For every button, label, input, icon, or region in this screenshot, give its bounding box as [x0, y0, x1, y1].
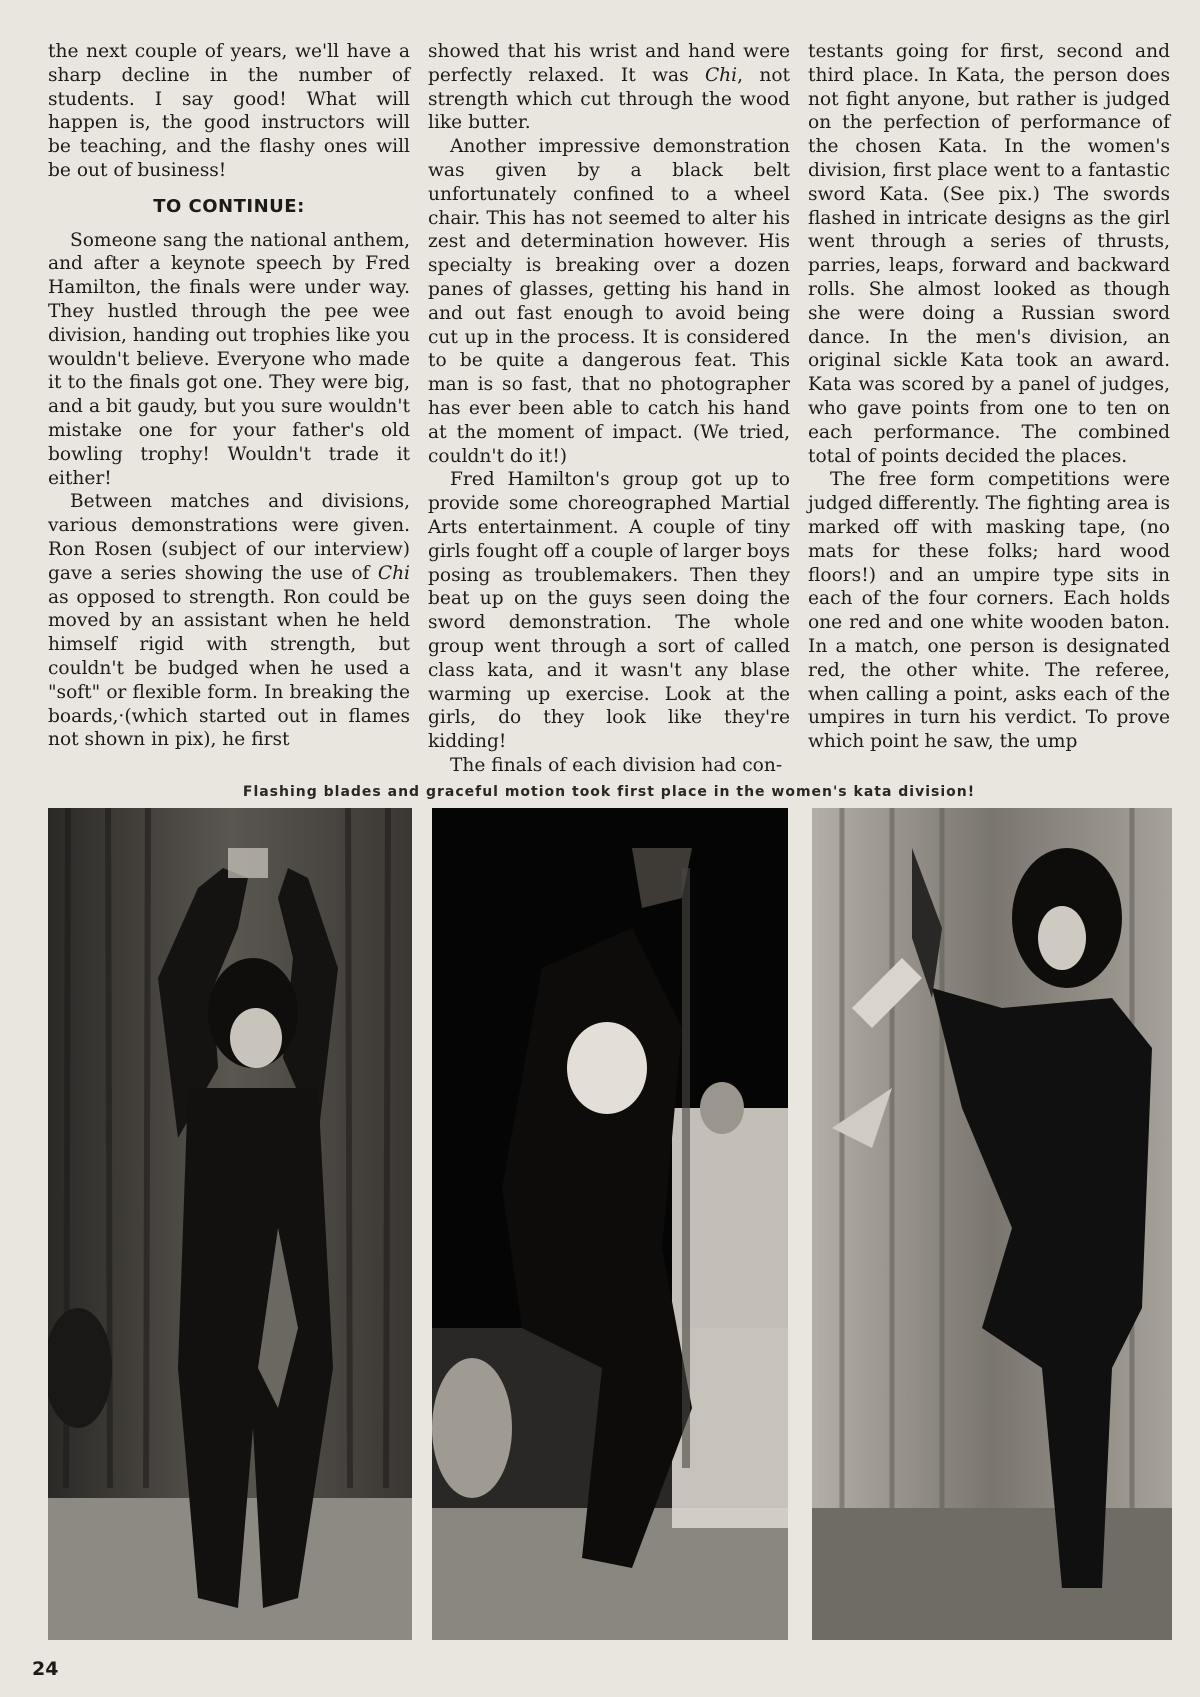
- article-column-2: [428, 40, 790, 778]
- paragraph: Another impressive demonstration was given by a black belt unfortunately confined to a wheel chair. This has not seemed to alter his zest and determination however. His specialty is breaking over a dozen panes of glasses, getting his hand in and out fast enough to avoid being cut up in the process. It is considered to be quite a dangerous feat. This man is so fast, that no photographer has ever been able to catch his hand at the moment of impact. (We tried, couldn't do it!): [428, 136, 790, 467]
- kata-photo-3: [812, 808, 1172, 1640]
- section-heading: TO CONTINUE:: [153, 195, 305, 217]
- text-run: , not strength which cut through the wood like butter.: [428, 64, 790, 134]
- italic-term: Chi: [377, 562, 410, 584]
- paragraph: [428, 40, 790, 135]
- paragraph: The free form competitions were judged differently. The fighting area is marked off with masking tape, (no mats for these folks; hard wood floors!) and an umpire type sits in each of the four corners. Each holds one red and one white wooden baton. In a match, one person is designated red, the other white. The referee, when calling a point, asks each of the umpires in turn his verdict. To prove which point he saw, the ump: [808, 469, 1170, 753]
- page-number: 24: [32, 1658, 59, 1680]
- text-run: Between matches and divisions, various demonstrations were given. Ron Rosen (subject of our interview) gave a series showing the use of: [48, 491, 410, 584]
- paragraph: [48, 490, 410, 752]
- paragraph: Someone sang the national anthem, and after a keynote speech by Fred Hamilton, the finals were under way. They hustled through the pee wee division, handing out trophies like you wouldn't believe. Everyone who made it to the finals got one. They were big, and a bit gaudy, but you sure wouldn't mistake one for your father's old bowling trophy! Wouldn't trade it either!: [48, 229, 410, 489]
- photo-illustration: [812, 808, 1172, 1640]
- article-body: [48, 40, 1170, 776]
- kata-photo-2: [432, 808, 788, 1640]
- paragraph: The finals of each division had con-: [450, 754, 783, 776]
- text-run: showed that his wrist and hand were perfectly relaxed. It was: [428, 41, 790, 86]
- paragraph: testants going for first, second and third place. In Kata, the person does not fight anyone, but rather is judged on the perfection of performance of the chosen Kata. In the women's division, first place went to a fantastic sword Kata. (See pix.) The swords flashed in intricate designs as the girl went through a series of thrusts, parries, leaps, forward and backward rolls. She almost looked as though she were doing a Russian sword dance. In the men's division, an original sickle Kata took an award. Kata was scored by a panel of judges, who gave points from one to ten on each performance. The combined total of points decided the places.: [808, 41, 1170, 467]
- photo-illustration: [432, 808, 788, 1640]
- kata-photo-1: [48, 808, 412, 1640]
- paragraph: Fred Hamilton's group got up to provide some choreographed Martial Arts entertainment. A couple of tiny girls fought off a couple of larger boys posing as troublemakers. Then they beat up on the guys seen doing the sword demonstration. The whole group went through a sort of called class kata, and it wasn't any blase warming up exercise. Look at the girls, do they look like they're kidding!: [428, 469, 790, 753]
- article-column-1: [48, 40, 410, 778]
- photo-caption: Flashing blades and graceful motion took first place in the women's kata division!: [242, 784, 976, 800]
- italic-term: Chi: [704, 64, 738, 86]
- paragraph: the next couple of years, we'll have a sharp decline in the number of students. I say good! What will happen is, the good instructors will be teaching, and the flashy ones will be out of business!: [48, 41, 410, 181]
- photo-illustration: [48, 808, 412, 1640]
- article-column-3: [808, 40, 1170, 778]
- text-run: as opposed to strength. Ron could be moved by an assistant when he held himself rigid with strength, but couldn't be budged when he used a "soft" or flexible form. In breaking the boards,·(which started out in flames not shown in pix), he first: [48, 586, 410, 751]
